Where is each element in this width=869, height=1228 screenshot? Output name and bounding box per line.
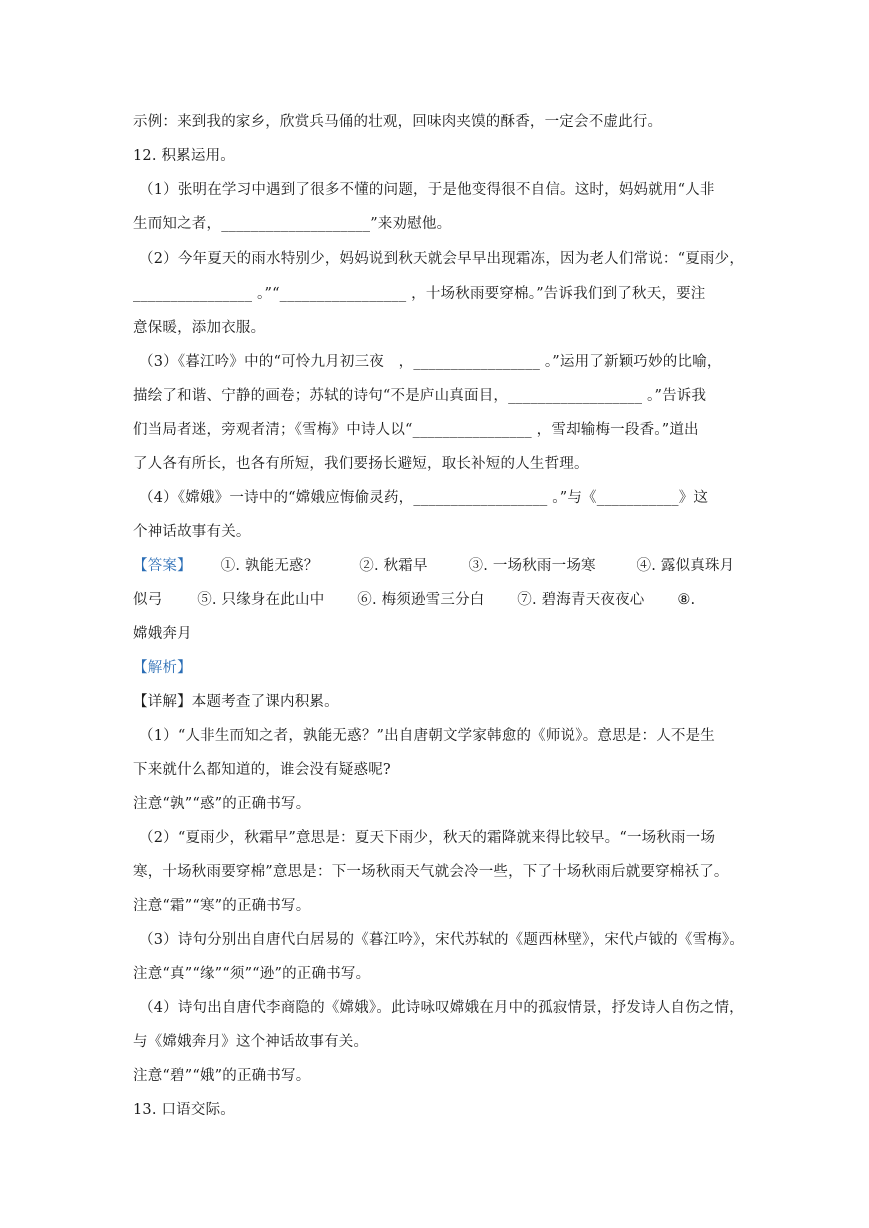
answer-item: ④. 露似真珠月 [636, 558, 735, 574]
answer-item: ⑥. 梅须逊雪三分白 [357, 592, 485, 608]
q12-part2-line2: ________________ 。”“_________________ ，十场秋雨要穿棉。”告诉我们到了秋天，要注 [133, 286, 706, 302]
analysis-p4-line3: 注意“碧”“娥”的正确书写。 [133, 1068, 311, 1084]
q12-part2-line3: 意保暖，添加衣服。 [133, 320, 266, 336]
analysis-p2-line2: 寒，十场秋雨要穿棉”意思是：下一场秋雨天气就会冷一些，下了十场秋雨后就要穿棉袄了。 [133, 864, 729, 880]
analysis-p1-line2: 下来就什么都知道的，谁会没有疑惑呢? [133, 762, 391, 778]
analysis-p1-line1: （1）“人非生而知之者，孰能无惑？”出自唐朝文学家韩愈的《师说》。意思是：人不是生 [139, 728, 715, 744]
analysis-p4-line1: （4）诗句出自唐代李商隐的《嫦娥》。此诗咏叹嫦娥在月中的孤寂情景，抒发诗人自伤之情， [139, 1000, 744, 1016]
answer-item: 似弓 [133, 592, 163, 608]
answer-item: ①. 孰能无惑？ [220, 558, 319, 574]
q12-part3-line3: 们当局者迷，旁观者清；《雪梅》中诗人以“________________ ，雪却输梅一段香。”道出 [133, 422, 699, 438]
analysis-p1-line3: 注意“孰”“惑”的正确书写。 [133, 796, 311, 812]
answer-item: ②. 秋霜早 [359, 558, 428, 574]
q12-part3-line1: （3）《暮江吟》中的“可怜九月初三夜 ，_________________ 。”运用了新颖巧妙的比喻， [139, 354, 722, 370]
example-line: 示例：来到我的家乡，欣赏兵马俑的壮观，回味肉夹馍的酥香，一定会不虚此行。 [133, 114, 663, 130]
answer-item: ⑤. 只缘身在此山中 [197, 592, 325, 608]
q12-part3-line2: 描绘了和谐、宁静的画卷；苏轼的诗句“不是庐山真面目，__________________ 。”告诉我 [133, 388, 707, 404]
analysis-detail: 【详解】本题考查了课内积累。 [133, 694, 339, 710]
question-12-title: 12. 积累运用。 [133, 148, 235, 164]
answer-line1 [133, 556, 734, 576]
q12-part3-line4: 了人各有所长，也各有所短，我们要扬长避短，取长补短的人生哲理。 [133, 456, 589, 472]
q12-part2-line1: （2）今年夏天的雨水特别少，妈妈说到秋天就会早早出现霜冻，因为老人们常说：“夏雨少， [139, 251, 745, 267]
answer-line2 [133, 590, 695, 610]
analysis-p3-line1: （3）诗句分别出自唐代白居易的《暮江吟》，宋代苏轼的《题西林壁》，宋代卢钺的《雪梅》。 [139, 932, 745, 948]
q12-part4-line2: 个神话故事有关。 [133, 524, 251, 540]
answer-item: ③. 一场秋雨一场寒 [468, 558, 596, 574]
analysis-p2-line3: 注意“霜”“寒”的正确书写。 [133, 898, 311, 914]
q12-part1-line2: 生而知之者，____________________”来劝慰他。 [133, 216, 452, 232]
q12-part4-line1: （4）《嫦娥》一诗中的“嫦娥应悔偷灵药，__________________ 。”与《___________》这 [139, 490, 709, 506]
analysis-p3-line2: 注意“真”“缘”“须”“逊”的正确书写。 [133, 966, 371, 982]
analysis-label: 【解析】 [133, 660, 192, 676]
answer-label: 【答案】 [133, 558, 192, 574]
q12-part1-line1: （1）张明在学习中遇到了很多不懂的问题，于是他变得很不自信。这时，妈妈就用“人非 [139, 182, 715, 198]
analysis-p2-line1: （2）“夏雨少，秋霜早”意思是：夏天下雨少，秋天的霜降就来得比较早。“一场秋雨一场 [139, 830, 716, 846]
answer-line3: 嫦娥奔月 [133, 626, 192, 642]
answer-item: ⑧. [677, 592, 696, 608]
answer-item: ⑦. 碧海青天夜夜心 [517, 592, 645, 608]
analysis-p4-line2: 与《嫦娥奔月》这个神话故事有关。 [133, 1034, 369, 1050]
question-13-title: 13. 口语交际。 [133, 1102, 235, 1118]
